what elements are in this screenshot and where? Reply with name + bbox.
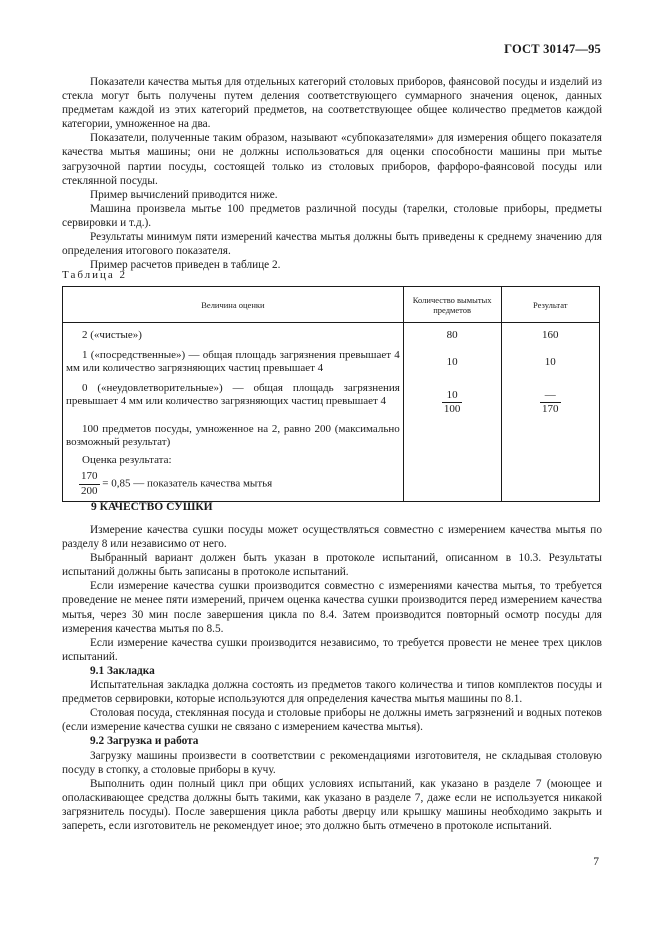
paragraph: Измерение качества сушки посуды может осуществляться совместно с измерением качества мытья по разделу 8 или независимо от него.: [62, 524, 602, 551]
results-table: [62, 286, 600, 502]
column-header-count: Количество вымытых предметов: [403, 287, 501, 323]
total-text: 100 предметов посуды, умноженное на 2, равно 200 (максимально возможный результат): [66, 422, 400, 448]
table-caption: Таблица 2: [62, 269, 128, 281]
formula-fraction: [79, 470, 100, 498]
paragraph: Выполнить один полный цикл при общих условиях испытаний, как указано в разделе 7 (моющее и ополаскивающее средства должны быть такими, как указано в разделе 7, даже если не используется никакой загрязнитель посуды). После завершения цикла работы дверцу или крышку машины необходимо закрыть и запереть, если изготовитель не рекомендует иное; это должно быть отмечено в протоколе испытаний.: [62, 777, 602, 832]
paragraph: Выбранный вариант должен быть указан в протоколе испытаний, описанном в 10.3. Результаты испытаний должны быть записаны в протоколе испытаний.: [62, 552, 602, 579]
table-row: [63, 323, 600, 343]
intro-text: [62, 75, 602, 272]
subsection-title: 9.1 Закладка: [90, 664, 155, 677]
table-row: [63, 343, 600, 376]
row-count: 10: [403, 343, 501, 376]
paragraph: Загрузку машины произвести в соответствии с рекомендациями изготовителя, не складывая столовую посуду в стопку, а столовые приборы в кучу.: [62, 749, 602, 776]
table-header-row: [63, 287, 600, 323]
fraction-numerator: 10: [442, 389, 463, 404]
table-row: [63, 450, 600, 468]
row-grade-text: 1 («посредственные») — общая площадь загрязнения превышает 4 мм или количество загрязняющих частиц превышает 4: [66, 348, 400, 374]
row-count-fraction: [442, 389, 463, 417]
row-grade-text: 2 («чистые»): [82, 329, 142, 341]
paragraph: Показатели качества мытья для отдельных категорий столовых приборов, фаянсовой посуды и изделий из стекла могут быть получены путем деления соответствующего суммарного значения оценок, данных предметам каждой из этих категорий предметов, на соответствующее общее количество предметов каждой категории, умноженное на два.: [62, 76, 602, 131]
subsection-title: 9.2 Загрузка и работа: [90, 735, 199, 748]
formula-rest: = 0,85 — показатель качества мытья: [102, 477, 273, 490]
column-header-grade: Величина оценки: [63, 287, 404, 323]
paragraph: Если измерение качества сушки производится независимо, то требуется провести не менее трех циклов испытаний.: [62, 636, 602, 663]
section-9-text: [62, 523, 602, 833]
quality-formula: [63, 470, 403, 498]
fraction-denominator: 100: [443, 403, 461, 415]
fraction-numerator: —: [540, 389, 561, 404]
row-result: 10: [501, 343, 600, 376]
column-header-result: Результат: [501, 287, 600, 323]
table-row: [63, 417, 600, 450]
section-title: 9 КАЧЕСТВО СУШКИ: [91, 501, 213, 513]
estimate-label: Оценка результата:: [82, 453, 172, 466]
row-count: 80: [403, 323, 501, 343]
fraction-denominator: 170: [542, 403, 559, 415]
row-result-fraction: [540, 389, 561, 417]
fraction-numerator: 170: [79, 470, 100, 485]
paragraph: Показатели, полученные таким образом, называют «субпоказателями» для измерения общего показателя качества мытья машины; они не должны использоваться для оценки способности машины при мытье загрузочной партии посуды, состоящей только из столовых приборов, фарфоро-фаянсовой посуды или стеклянной посуды.: [62, 132, 602, 187]
fraction-denominator: 200: [81, 484, 98, 497]
table-row: [63, 376, 600, 417]
document-code: ГОСТ 30147—95: [504, 42, 601, 56]
paragraph: Пример расчетов приведен в таблице 2.: [90, 259, 281, 272]
paragraph: Если измерение качества сушки производится совместно с измерениями качества мытья, то требуется проведение не менее пяти измерений, причем оценка качества сушки производится перед измерением качества мытья, через 30 мин после завершения цикла по 8.4. Затем производится повторный осмотр посуды для измерения качества мытья по 8.5.: [62, 580, 602, 635]
page-number: 7: [593, 856, 599, 868]
paragraph: Машина произвела мытье 100 предметов различной посуды (тарелки, столовые приборы, предметы сервировки и т.д.).: [62, 202, 602, 229]
row-grade-text: 0 («неудовлетворительные») — общая площадь загрязнения превышает 4 мм или количество загрязняющих частиц превышает 4: [66, 381, 400, 407]
row-result: 160: [501, 323, 600, 343]
paragraph: Результаты минимум пяти измерений качества мытья должны быть приведены к среднему значению для определения итогового показателя.: [62, 231, 602, 258]
paragraph: Пример вычислений приводится ниже.: [90, 188, 278, 201]
paragraph: Испытательная закладка должна состоять из предметов такого количества и типов комплектов посуды и предметов сервировки, которые используются для определения качества мытья машины по 8.1.: [62, 679, 602, 706]
table-row: [63, 467, 600, 502]
paragraph: Столовая посуда, стеклянная посуда и столовые приборы не должны иметь загрязнений и водных потеков (если измерение качества сушки не связано с измерением качества мытья).: [62, 707, 602, 734]
